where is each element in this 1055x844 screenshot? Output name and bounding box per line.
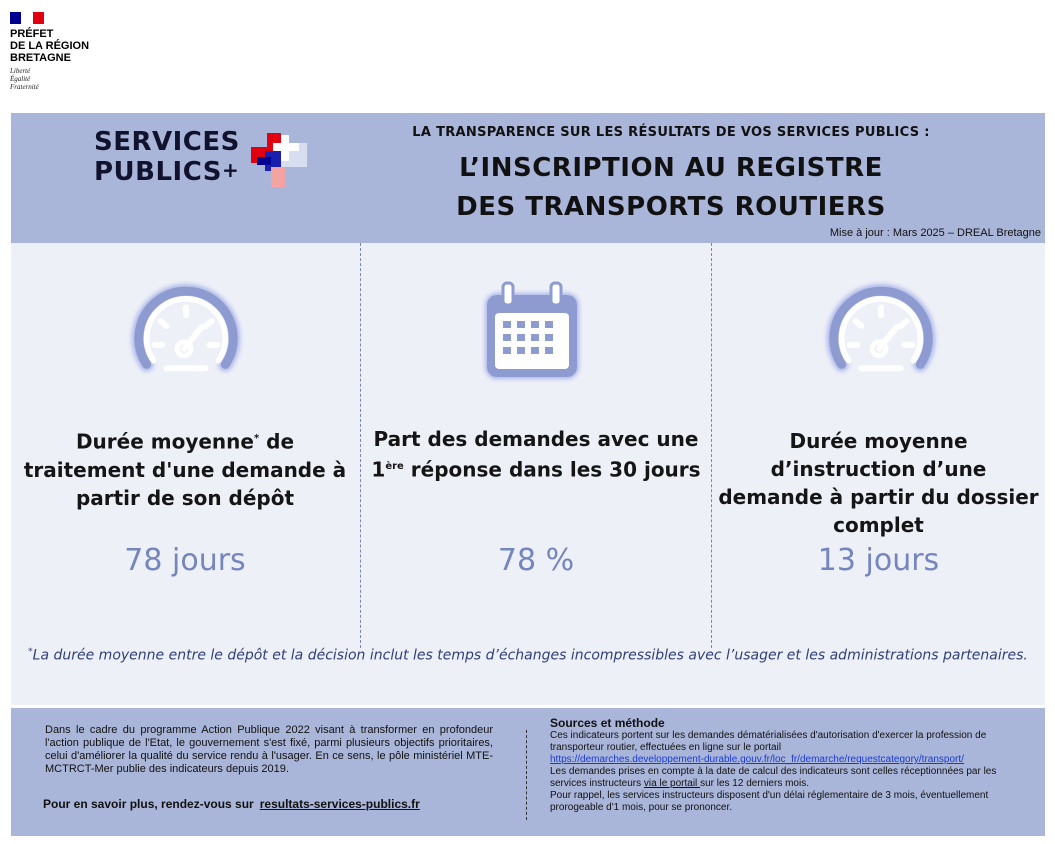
- results-link[interactable]: resultats-services-publics.fr: [259, 797, 420, 811]
- indicator-label: Durée moyenne d’instruction d’une demande à partir du dossier complet: [718, 429, 1039, 537]
- footnote: *La durée moyenne entre le dépôt et la décision inclut les temps d’échanges incompressibles avec l’usager et les administrations partenaires.: [28, 647, 1028, 664]
- indicator-value: 78 jours: [124, 543, 246, 578]
- calendar-icon: [477, 279, 587, 385]
- footer-band: [11, 708, 1045, 836]
- indicator-value: 78 %: [497, 543, 575, 578]
- indicator-label: Durée moyenne* de traitement d'une demande à partir de son dépôt: [23, 429, 347, 510]
- header-band: [11, 113, 1045, 243]
- speedometer-icon: [822, 277, 940, 387]
- update-note: Mise à jour : Mars 2025 – DREAL Bretagne: [829, 227, 1041, 239]
- indicator-card-instruction: [711, 243, 1045, 648]
- indicator-card-first-response: [360, 243, 711, 648]
- footer-divider: [526, 730, 527, 820]
- footer-more: Pour en savoir plus, rendez-vous sur resultats-services-publics.fr: [43, 797, 420, 811]
- speedometer-icon: [127, 277, 245, 387]
- sources-text: Ces indicateurs portent sur les demandes dématérialisées d'autorisation d'exercer la profession de transporteur routier, effectuées en ligne sur le portail: [550, 730, 987, 753]
- sources-text: Les demandes prises en compte à la date de calcul des indicateurs sont celles réceptionnées par les services instructeurs via le portail sur les 12 derniers mois.: [550, 766, 997, 789]
- page-title: L’INSCRIPTION AU REGISTRE DES TRANSPORTS ROUTIERS: [456, 153, 886, 222]
- indicator-card-processing: [11, 243, 359, 648]
- sources-text: Pour rappel, les services instructeurs disposent d'un délai réglementaire de 3 mois, éventuellement prorogeable d'1 mois, pour se prononcer.: [550, 790, 989, 813]
- sources-title: Sources et méthode: [550, 716, 665, 730]
- services-publics-cross-icon: [251, 129, 311, 187]
- indicator-label: Part des demandes avec une 1ère réponse dans les 30 jours: [371, 427, 701, 482]
- indicator-value: 13 jours: [817, 543, 940, 578]
- indicators-panel: [11, 243, 1045, 705]
- footer-intro: Dans le cadre du programme Action Publique 2022 visant à transformer en profondeur l'action publique de l'Etat, le gouvernement s'est fixé, parmi plusieurs objectifs prioritaires, celui d'améliorer la qualité du service rendu à l'usager. En ce sens, le pôle ministériel MTE-MCTRCT-Mer publie des indicateurs depuis 2019.: [45, 724, 493, 775]
- french-flag-icon: [10, 12, 44, 24]
- services-publics-logo: SERVICES PUBLICS+: [94, 127, 240, 187]
- portal-link[interactable]: https://demarches.developpement-durable.gouv.fr/loc_fr/demarche/requestcategory/transport/: [550, 754, 964, 765]
- header-kicker: LA TRANSPARENCE SUR LES RÉSULTATS DE VOS SERVICES PUBLICS :: [412, 125, 930, 140]
- prefet-motto: Liberté Égalité Fraternité: [10, 67, 39, 91]
- prefet-logo: [10, 12, 120, 91]
- sources-section: [550, 716, 1032, 814]
- prefet-name: PRÉFET DE LA RÉGION BRETAGNE: [10, 28, 90, 64]
